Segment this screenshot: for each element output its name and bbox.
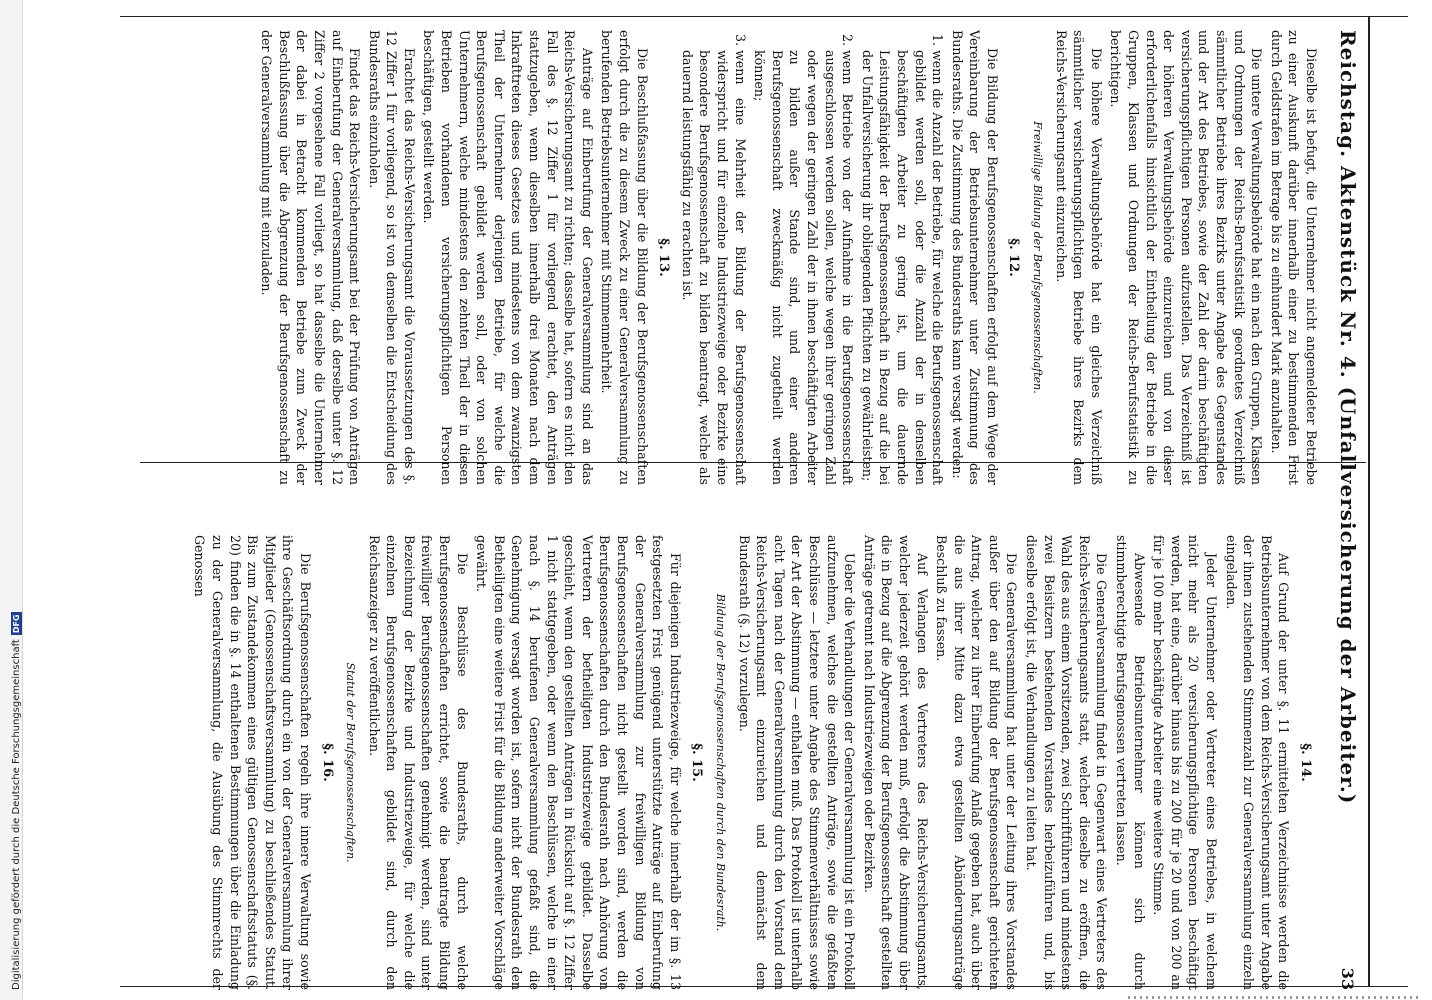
paragraph: Findet das Reichs-Versicherungsamt bei der Prüfung von Anträgen auf Einberufung der Generalversammlung, daß derselbe unter §. 12 Ziffer 2 vorgesehene Fall vorliegt, so hat dasselbe die Unternehmer der dabei in Betracht kommenden Betriebe zum Zweck der Beschlußfassung über die Abgrenzung der Berufsgenossenschaft zu der Generalversammlung mit einzuladen. [259,30,363,485]
subheading: Statut der Berufsgenossenschaften. [344,662,358,863]
numbered-list [678,30,946,485]
list-item: 3. wenn eine Mehrheit der Bildung der Berufsgenossenschaft widerspricht und für einzelne Industriezweige oder Bezirke eine besondere Berufsgenossenschaft zu bilden beantragt, welche als dauernd leistungsfähig zu erachten ist. [678,50,748,485]
paragraph: Die Generalversammlung hat unter der Leitung ihres Vorstandes außer über den auf Bildung der Berufsgenossenschaft gerichteten Antrag, welcher zu ihrer Einberufung Anlaß gegeben hat, auch über die aus ihrer Mitte dazu etwa gestellten Abänderungsanträge Beschluß zu fassen. [934,535,1020,990]
section-heading: §. 13. [656,238,672,277]
left-column [170,30,1320,485]
credit-text: Digitalisierung gefördert durch die Deutsche Forschungsgemeinschaft [11,639,22,990]
subheading: Bildung der Berufsgenossenschaften durch den Bundesrath. [714,593,727,932]
right-column [170,535,1320,990]
list-item: 2. wenn Betriebe von der Aufnahme in die Berufsgenossenschaft ausgeschlossen werden sollen, welche wegen ihrer geringen Zahl oder wegen der geringen Zahl der in ihnen beschäftigten Arbeiter zu bilden außer Stande sind, und einer anderen Berufsgenossenschaft zweckmäßig nicht zugetheilt werden können; [751,50,857,485]
paragraph: Anträge auf Einberufung der Generalversammlung sind an das Reichs-Versicherungsamt zu richten; dasselbe hat, sofern es nicht den Fall des §. 12 Ziffer 1 für vorliegend erachtet, den Anträgen stattzugeben, wenn dieselben innerhalb drei Monaten nach dem Inkrafttreten dieses Gesetzes und mindestens von dem zwanzigsten Theil der Unternehmer derjenigen Betriebe, für welche die Berufsgenossenschaft gebildet werden soll, oder von solchen Unternehmern, welche mindestens den zehnten Theil der in diesen Betrieben vorhandenen versicherungspflichtigen Personen beschäftigen, gestellt werden. [421,30,595,485]
list-item: 1. wenn die Anzahl der Betriebe, für welche die Berufsgenossenschaft gebildet werden soll, oder die Anzahl der in denselben beschäftigten Arbeiter zu gering ist, um die dauernde Leistungsfähigkeit der Berufsgenossenschaft in Bezug auf die bei der Unfallversicherung ihr obliegenden Pflichten zu gewährleisten; [858,50,946,485]
paragraph: Dieselbe ist befugt, die Unternehmer nicht angemeldeter Betriebe zu einer Auskunft darüber innerhalb einer zu bestimmenden Frist durch Geldstrafen im Betrage bis zu einhundert Mark anzuhalten. [1268,30,1319,485]
section-heading: §. 12. [1006,238,1022,277]
section-heading: §. 16. [319,743,335,782]
scan-noise [1128,996,1418,999]
paragraph: Die Beschlüsse des Bundesraths, durch welche Berufsgenossenschaften errichtet, sowie die beantragte Bildung freiwilliger Berufsgenossenschaften genehmigt werden, sind unter Bezeichnung der Bezirke und Industriezweige, für welche die einzelnen Berufsgenossenschaften gebildet sind, durch den Reichsanzeiger zu veröffentlichen. [366,535,470,990]
rotated-page [150,30,1400,990]
paragraph: Erachtet das Reichs-Versicherungsamt die Voraussetzungen des §. 12 Ziffer 1 für vorliegend, so ist von demselben die Entscheidung des Bundesraths einzuholen. [366,30,417,485]
paragraph: Jeder Unternehmer oder Vertreter eines Betriebes, in welchem nicht mehr als 20 versicherungspflichtige Personen beschäftigt werden, hat eine, darüber hinaus bis zu 200 für je 20 und von 200 an für je 100 mehr beschäftigte Arbeiter eine weitere Stimme. [1151,535,1220,990]
paragraph: Die Bildung der Berufsgenossenschaften erfolgt auf dem Wege der Vereinbarung der Betriebsunternehmer unter Zustimmung des Bundesraths. Die Zustimmung des Bundesraths kann versagt werden: [949,30,1000,485]
paragraph: Die Beschlußfassung über die Bildung der Berufsgenossenschaften erfolgt durch die zu diesem Zweck zu einer Generalversammlung zu berufenden Betriebsunternehmer mit Stimmenmehrheit. [599,30,650,485]
paragraph: Ueber die Verhandlungen der Generalversammlung ist ein Protokoll aufzunehmen, welches die gestellten Anträge, sowie die gefaßten Beschlüsse — letztere unter Angabe des Stimmenverhältnisses sowie der Art der Abstimmung — enthalten muß. Das Protokoll ist unterhalb acht Tagen nach der Generalversammlung durch den Vorstand dem Reichs-Versicherungsamt einzureichen und demnächst dem Bundesrath (§. 12) vorzulegen. [736,535,858,990]
paragraph: Die höhere Verwaltungsbehörde hat ein gleiches Verzeichniß sämmtlicher versicherungspflichtigen Betriebe ihres Bezirks dem Reichs-Versicherungsamt einzureichen. [1053,30,1104,485]
paragraph: Für diejenigen Industriezweige, für welche innerhalb der im §. 13 festgesetzten Frist genügend unterstützte Anträge auf Einberufung der Generalversammlung zur freiwilligen Bildung von Berufsgenossenschaften nicht gestellt worden sind, werden die Berufsgenossenschaften durch den Bundesrath nach Anhörung von Vertretern der betheiligten Industriezweige gebildet. Dasselbe geschieht, wenn den gestellten Anträgen in Rücksicht auf §. 12 Ziffer 1 nicht stattgegeben, oder wenn den Beschlüssen, welche in einer nach §. 14 berufenen Generalversammlung gefaßt sind, die Genehmigung versagt worden ist, sofern nicht der Bundesrath den Betheiligten eine weitere Frist für die Bildung anderweiter Vorschläge gewährt. [474,535,683,990]
paragraph: Die Generalversammlung findet in Gegenwart eines Vertreters des Reichs-Versicherungsamts statt, welcher dieselbe zu eröffnen, die Wahl des aus einem Vorsitzenden, zwei Schriftführern und mindestens zwei Beisitzern bestehenden Vorstandes herbeizuführen und, bis dieselbe erfolgt ist, die Verhandlungen zu leiten hat. [1024,535,1110,990]
page-number: 33 [1338,967,1358,990]
digitization-credit [11,590,22,990]
page-header [1328,30,1368,990]
dfg-logo-icon: DFG [12,614,21,634]
section-heading: §. 14. [1298,743,1313,782]
paragraph: Auf Grund der unter §. 11 ermittelten Verzeichnisse werden die Betriebsunternehmer von dem Reichs-Versicherungsamt unter Angabe der ihnen zustehenden Stimmenzahl zur Generalversammlung einzeln eingeladen. [1223,535,1292,990]
text-columns [170,30,1320,990]
subheading: Freiwillige Bildung der Berufsgenossenschaften. [1031,121,1045,394]
section-heading: §. 15. [689,743,705,782]
paragraph: Die untere Verwaltungsbehörde hat ein nach den Gruppen, Klassen und Ordnungen der Reichs-Berufsstatistik geordnetes Verzeichniß sämmtlicher Betriebe ihres Bezirks unter Angabe des Gegenstandes und der Art des Betriebes, sowie der Zahl der darin beschäftigten versicherungspflichtigen Personen aufzustellen. Das Verzeichniß ist der höheren Verwaltungsbehörde einzureichen und von dieser erforderlichenfalls hinsichtlich der Eintheilung der Betriebe in die Gruppen, Klassen und Ordnungen der Reichs-Berufsstatistik zu berichtigen. [1108,30,1265,485]
page-title: Reichstag. Aktenstück Nr. 4. (Unfallversicherung der Arbeiter.) [1336,30,1360,805]
paragraph: Abwesende Betriebsunternehmer können sich durch stimmberechtigte Berufsgenossen vertreten lassen. [1114,535,1147,990]
frame-top-rule [120,16,1408,17]
paragraph: Die Berufsgenossenschaften regeln ihre innere Verwaltung sowie ihre Geschäftsordnung durch ein von der Generalversammlung ihrer Mitglieder (Genossenschaftsversammlung) zu beschließendes Statut. Bis zum Zustandekommen eines gültigen Genossenschaftsstatuts (§. 20) finden die in §. 14 enthaltenen Bestimmungen über die Einladung zu der Generalversammlung, die Ausübung des Stimmrechts der Genossen [192,535,313,990]
paragraph: Auf Verlangen des Vertreters des Reichs-Versicherungsamts, welcher jederzeit gehört werden muß, erfolgt die Abstimmung über die in Bezug auf die Abgrenzung der Berufsgenossenschaft gestellten Anträge getrennt nach Industriezweigen oder Bezirken. [861,535,930,990]
